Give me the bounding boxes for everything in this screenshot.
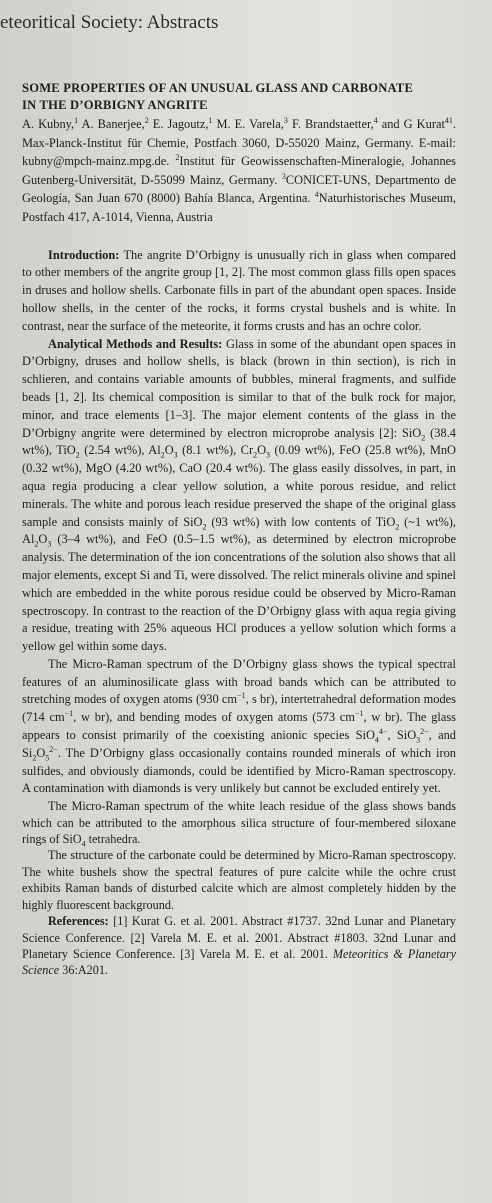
author-3: E. Jagoutz, — [148, 117, 209, 131]
author-4: M. E. Varela, — [212, 117, 284, 131]
affiliation-4: Naturhistorisches Museum, Postfach 417, A-1014, Vienna, Austria — [22, 191, 456, 224]
raman-text-6: , and Si — [22, 728, 456, 760]
affiliation-3: CONICET-UNS, Departmento de Geología, San Juan 670 (8000) Bahía Blanca, Argentina. — [22, 172, 456, 206]
raman-text-3: , w br), and bending modes of oxygen atoms (573 cm — [73, 710, 355, 725]
affiliation-1: . Max-Planck-Institut für Chemie, Postfach 3060, D-55020 Mainz, Germany. E-mail: kubny@mpch-mainz.mpg.de. — [22, 117, 457, 169]
raman-sup-7: 2− — [49, 744, 58, 754]
raman-text-5: , SiO — [387, 728, 417, 743]
methods-text-4: O — [164, 443, 174, 458]
raman-text-7: O — [36, 745, 46, 760]
methods-sub-7: 2 — [202, 521, 207, 531]
author-4-sup: 3 — [283, 115, 288, 125]
raman-sub-5: 3 — [416, 735, 421, 745]
affiliation-4-sup: 4 — [314, 190, 319, 200]
methods-sub-9: 2 — [34, 539, 39, 549]
references-journal: Meteoritics & Planetary Science — [22, 946, 456, 978]
raman-paragraph — [22, 656, 456, 798]
abstract-body — [22, 247, 456, 979]
author-5-sup: 4 — [373, 115, 378, 125]
references-paragraph — [22, 913, 456, 979]
methods-sub-8: 2 — [395, 521, 400, 531]
raman-text-4: , w br). The glass appears to consist primarily of the coexisting anionic species SiO — [22, 710, 456, 743]
methods-text-3: (2.54 wt%), Al — [79, 443, 161, 458]
methods-text-10: O — [38, 532, 48, 547]
methods-sub-3: 2 — [160, 450, 165, 460]
raman-sup-3: −1 — [354, 709, 364, 719]
methods-sub-1: 2 — [421, 433, 426, 442]
methods-sub-5: 2 — [253, 450, 258, 460]
raman-sup-5: 2− — [420, 726, 429, 736]
title-line-2: IN THE D’ORBIGNY ANGRITE — [22, 98, 208, 112]
raman-text-1: The Micro-Raman spectrum of the D’Orbigny glass shows the typical spectral features of an aluminosilicate glass with broad bands which can be attributed to stretching modes of oxygen atoms (930 cm — [22, 656, 456, 707]
leach-sub-1: 4 — [81, 839, 86, 849]
methods-text-8: (93 wt%) with low contents of TiO — [206, 514, 396, 529]
methods-text-7: (0.09 wt%), FeO (25.8 wt%), MnO (0.32 wt%), MgO (4.20 wt%), CaO (20.4 wt%). The glass easily dissolves, in part, in aqua regia producing a clear yellow solution, a white porous residue, and relict minerals. The white and porous leach residue preserved the shape of the original glass sample and consists mainly of SiO — [22, 443, 457, 529]
author-6-sup: 4 — [444, 115, 449, 125]
methods-text-6: O — [257, 443, 267, 458]
methods-text-9: (~1 wt%), Al — [22, 514, 456, 547]
raman-sup-1: −1 — [237, 691, 246, 701]
methods-sub-2: 2 — [75, 450, 80, 460]
abstract-article — [22, 80, 456, 979]
raman-sub-6: 2 — [32, 753, 37, 763]
methods-paragraph — [22, 336, 456, 656]
introduction-paragraph — [22, 247, 456, 336]
affiliation-1-sup: 1 — [448, 115, 453, 125]
authors-affiliations — [22, 115, 456, 227]
title-line-1: SOME PROPERTIES OF AN UNUSUAL GLASS AND CARBONATE — [22, 81, 414, 95]
author-1-sup: 1 — [74, 115, 79, 125]
author-1: A. Kubny, — [22, 117, 75, 131]
article-title — [22, 80, 456, 114]
leach-paragraph — [22, 798, 456, 847]
methods-heading: Analytical Methods and Results: — [48, 336, 223, 351]
methods-sub-4: 3 — [173, 450, 178, 460]
raman-text-8: . The D’Orbigny glass occasionally contains rounded minerals of which iron sulfides, and obviously diamonds, could be identified by Micro-Raman spectroscopy. A contamination with diamonds is very unlikely but cannot be excluded entirely yet. — [22, 745, 456, 796]
author-6: and G Kurat — [377, 117, 445, 131]
methods-text-1: Glass in some of the abundant open spaces in D’Orbigny, druses and hollow shells, is black (brown in thin section), is rich in schlieren, and contains variable amounts of bubbles, mineral fragments, and sulfide beads [1, 2]. Its chemical composition is similar to that of the bulk rock for major, minor, and trace elements [1–3]. The major element contents of the glass in the D’Orbigny angrite were determined by electron microprobe analysis [2]: SiO — [22, 336, 456, 440]
raman-sub-4: 4 — [374, 735, 379, 745]
methods-text-2: (38.4 wt%), TiO — [22, 425, 456, 458]
affiliation-2-sup: 2 — [175, 153, 180, 163]
methods-sub-10: 3 — [47, 539, 52, 549]
references-text: [1] Kurat G. et al. 2001. Abstract #1737. 32nd Lunar and Planetary Science Conference. [2] Varela M. E. et al. 2001. Abstract #1803. 32nd Lunar and Planetary Science Conference. [3] Varela M. E. et al. 2001. — [22, 914, 456, 961]
author-3-sup: 1 — [208, 115, 213, 125]
raman-sub-7: 5 — [45, 753, 50, 763]
methods-sub-6: 3 — [266, 450, 271, 460]
affiliation-3-sup: 3 — [281, 171, 286, 181]
references-heading: References: — [48, 914, 109, 929]
methods-text-11: (3–4 wt%), and FeO (0.5–1.5 wt%), as determined by electron microprobe analysis. The determination of the ion concentrations of the solution also shows that all major elements, except Si and Ti, were dissolved. The relict minerals olivine and spinel which are embedded in the white porous residue could be observed by Micro-Raman spectroscopy. In contrast to the reaction of the D’Orbigny glass with aqua regia giving a residue, treating with 25% aqueous HCl produces a yellow solution which forms a yellow gel within some days. — [22, 532, 456, 654]
introduction-text: The angrite D’Orbigny is unusually rich in glass when compared to other members of the angrite group [1, 2]. The most common glass fills open spaces in druses and hollow shells. Carbonate fills in part of the abundant open spaces. Inside hollow shells, in the center of the rocks, it forms crystal bushels and is white. In contrast, near the surface of the meteorite, it forms crusts and has an ochre color. — [22, 247, 456, 333]
methods-text-5: (8.1 wt%), Cr — [177, 443, 254, 458]
lower-section — [22, 798, 456, 978]
introduction-heading: Introduction: — [48, 247, 120, 262]
author-2-sup: 2 — [144, 115, 149, 125]
author-5: F. Brandstaetter, — [287, 117, 374, 131]
references-tail: 36:A201. — [59, 963, 108, 978]
affiliation-2: Institut für Geowissenschaften-Mineralogie, Johannes Gutenberg-Universität, D-55099 Mainz, Germany. — [22, 154, 456, 187]
carbonate-paragraph: The structure of the carbonate could be determined by Micro-Raman spectroscopy. The white bushels show the spectral features of pure calcite while the ochre crust exhibits Raman bands of disturbed calcite which are almost completely hidden by the highly fluorescent background. — [22, 848, 456, 912]
running-head: eteoritical Society: Abstracts — [0, 12, 219, 33]
author-2: A. Banerjee, — [78, 117, 145, 131]
raman-sup-2: −1 — [64, 709, 74, 719]
leach-text-2: tetrahedra. — [85, 832, 141, 847]
leach-text-1: The Micro-Raman spectrum of the white leach residue of the glass shows bands which can be attributed to the amorphous silica structure of four-membered siloxane rings of SiO — [22, 799, 456, 847]
raman-text-2: , s br), intertetrahedral deformation modes (714 cm — [22, 692, 456, 725]
raman-sup-4: 4− — [378, 726, 388, 736]
